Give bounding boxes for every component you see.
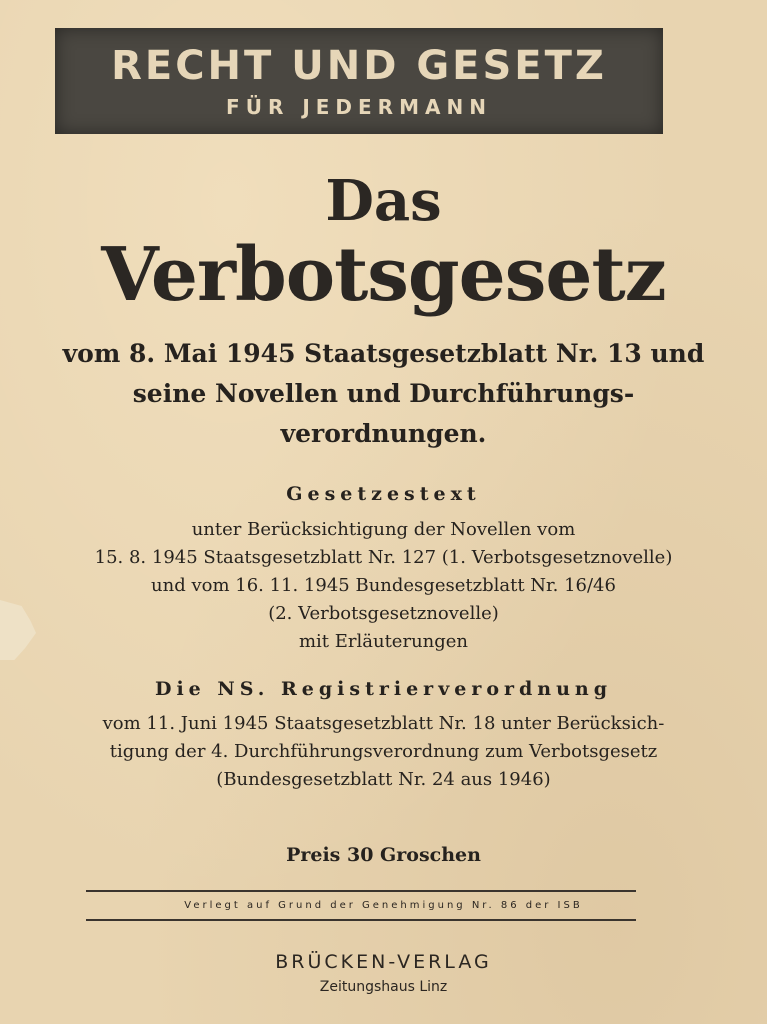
subtitle-line: seine Novellen und Durchführungs- xyxy=(132,379,635,408)
body-line: mit Erläuterungen xyxy=(298,631,469,652)
subtitle xyxy=(40,334,727,454)
body-line: tigung der 4. Durchführungsverordnung zum Verbotsgesetz xyxy=(109,741,658,762)
publisher-name: BRÜCKEN-VERLAG xyxy=(275,951,492,973)
body-line: (2. Verbotsgesetznovelle) xyxy=(268,603,499,624)
series-banner xyxy=(55,28,663,134)
divider-bottom xyxy=(86,919,636,921)
body-line: vom 11. Juni 1945 Staatsgesetzblatt Nr. 18 unter Berücksich- xyxy=(102,713,665,734)
section-body-registrierverordnung xyxy=(30,710,737,794)
body-line: 15. 8. 1945 Staatsgesetzblatt Nr. 127 (1. Verbotsgesetznovelle) xyxy=(94,547,673,568)
subtitle-line: verordnungen. xyxy=(280,419,487,448)
series-subtitle: FÜR JEDERMANN xyxy=(226,95,492,119)
body-line: unter Berücksichtigung der Novellen vom xyxy=(191,519,576,540)
title-article: Das xyxy=(325,168,442,234)
price: Preis 30 Groschen xyxy=(286,844,481,866)
publisher-location: Zeitungshaus Linz xyxy=(319,979,448,995)
section-heading-registrierverordnung: Die NS. Registrierverordnung xyxy=(154,678,613,700)
page-title: Verbotsgesetz xyxy=(101,232,666,318)
section-body-gesetzestext xyxy=(30,516,737,656)
series-title: RECHT UND GESETZ xyxy=(111,43,607,89)
subtitle-line: vom 8. Mai 1945 Staatsgesetzblatt Nr. 13 und xyxy=(62,339,705,368)
divider-top xyxy=(86,890,636,892)
body-line: (Bundesgesetzblatt Nr. 24 aus 1946) xyxy=(216,769,551,790)
section-heading-gesetzestext: Gesetzestext xyxy=(286,483,481,505)
license-note: Verlegt auf Grund der Genehmigung Nr. 86 der ISB xyxy=(184,900,583,911)
body-line: und vom 16. 11. 1945 Bundesgesetzblatt Nr. 16/46 xyxy=(151,575,616,596)
